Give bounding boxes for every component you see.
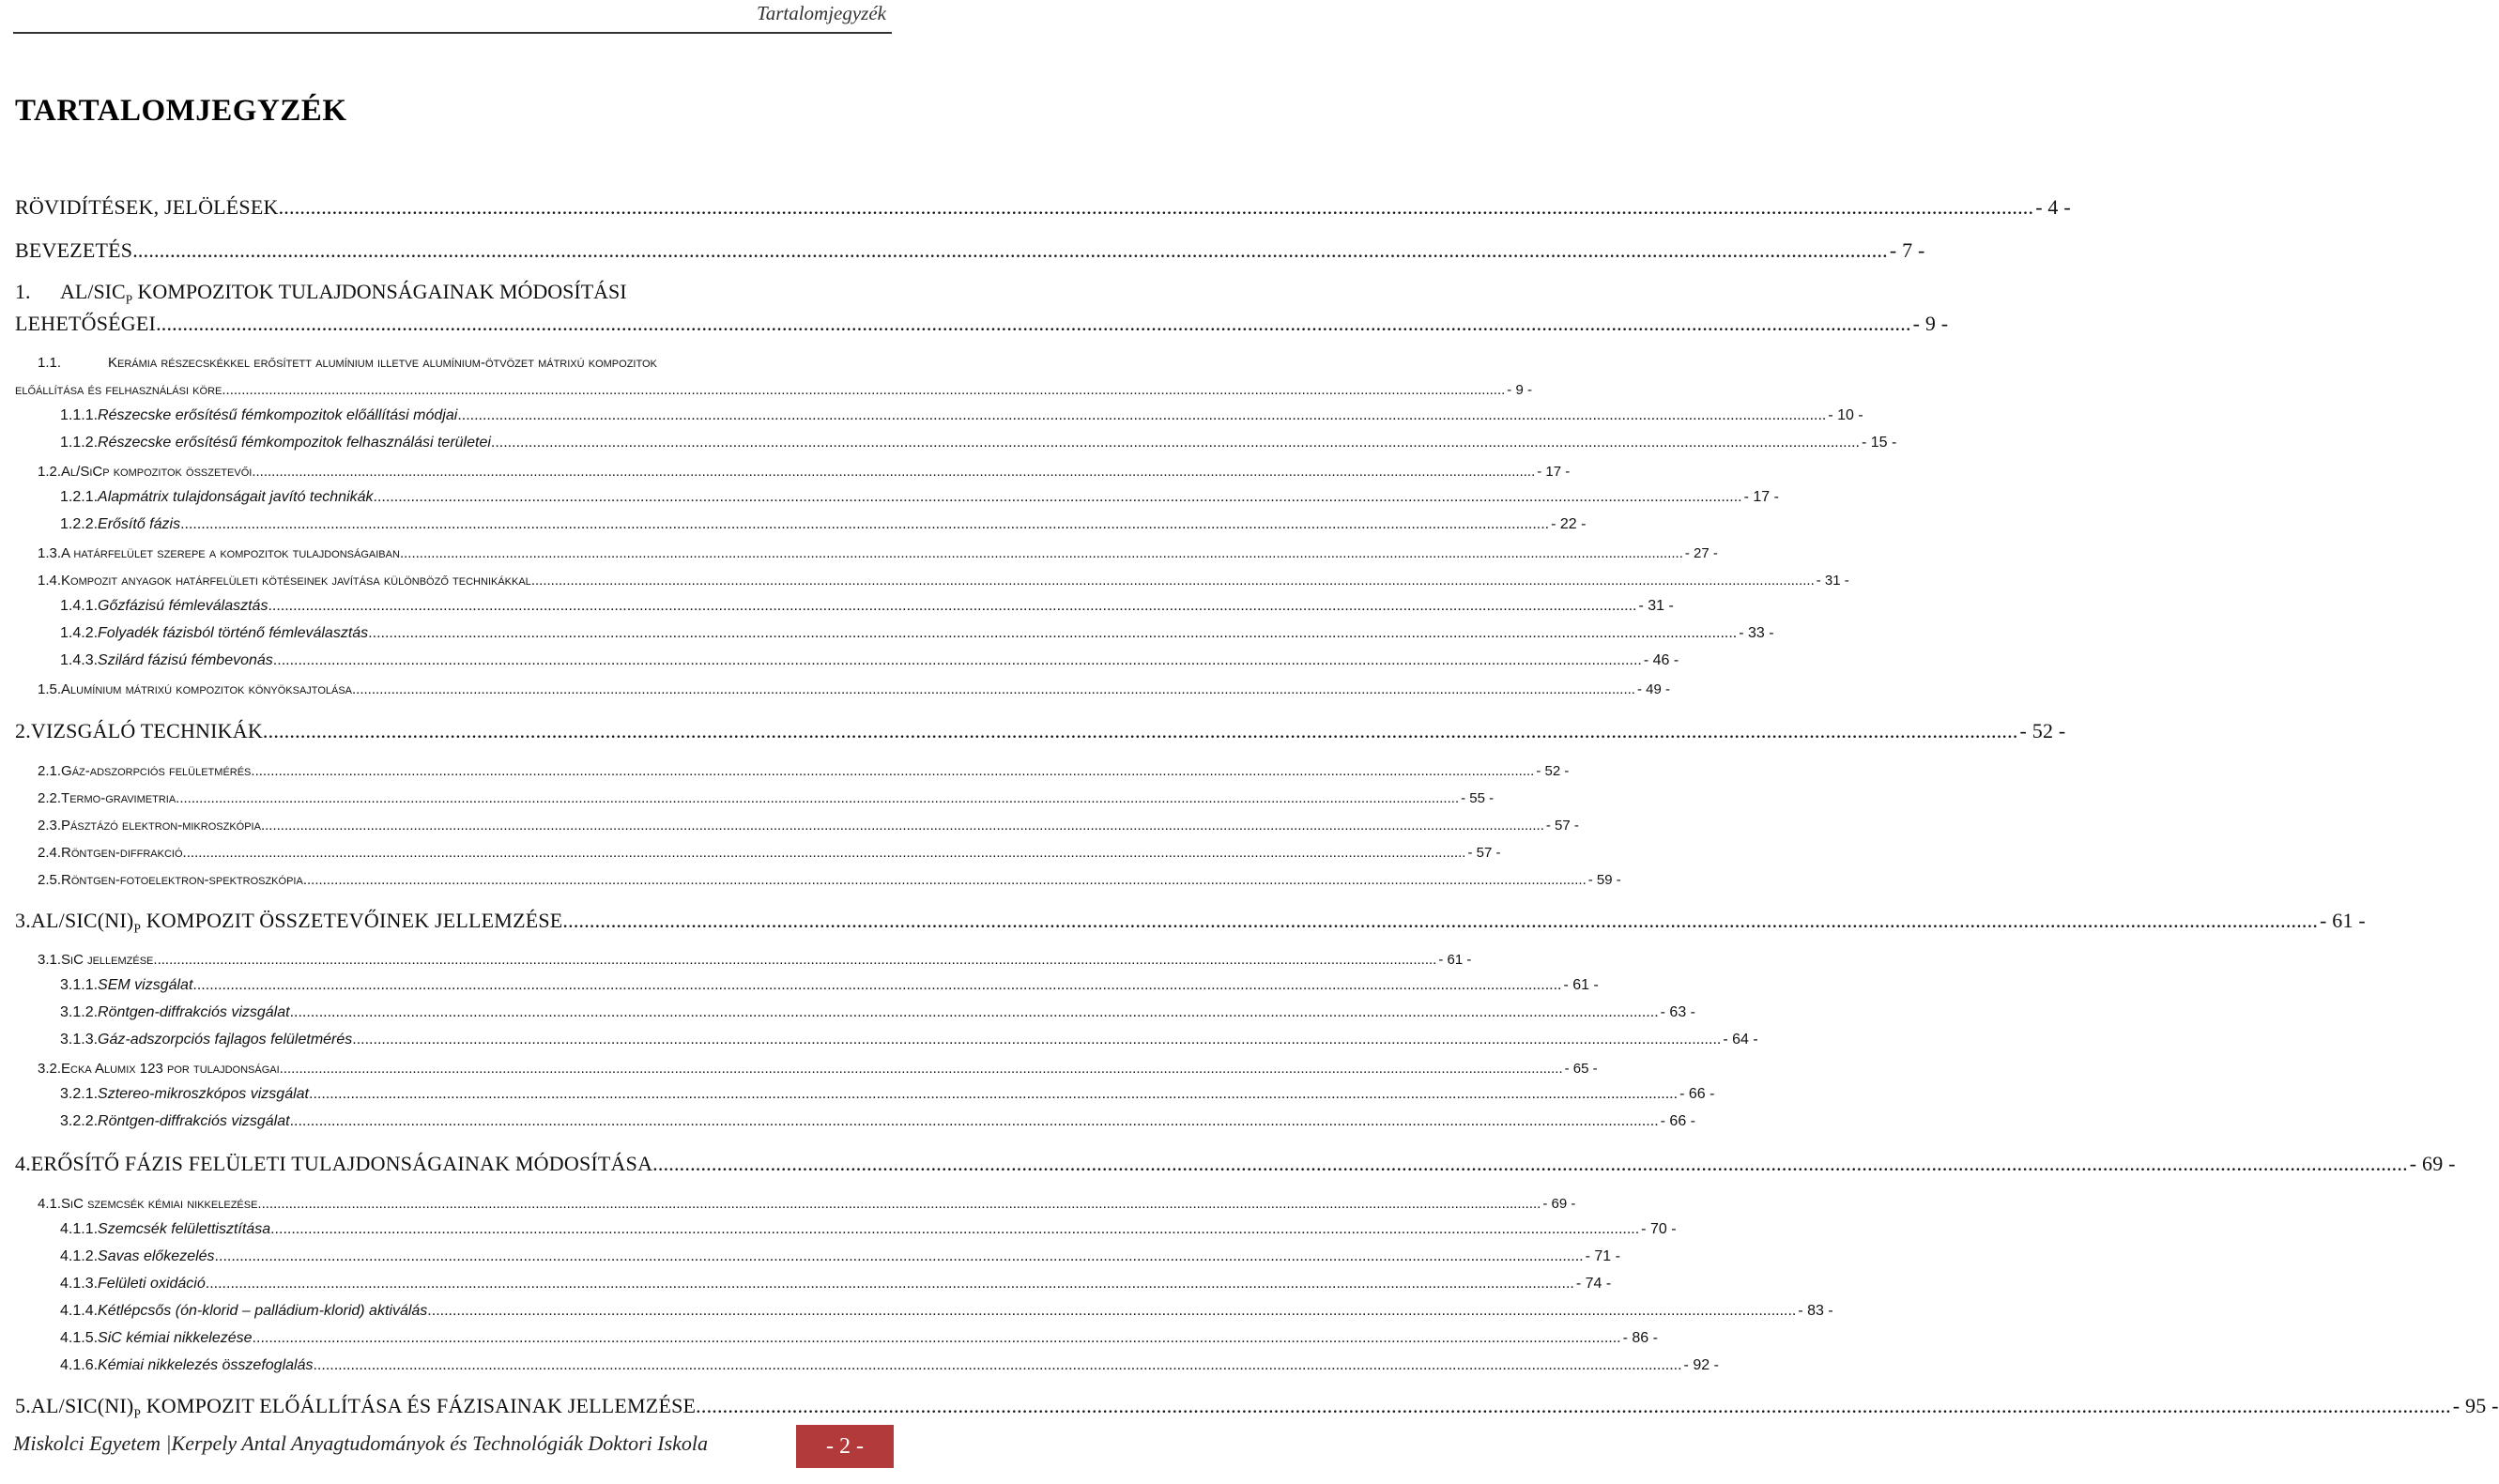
toc-entry-text: SiC szemcsék kémiai nikkelezése	[61, 1196, 258, 1212]
toc-page-number: - 61 -	[1563, 977, 1599, 993]
toc-entry-number: 3.1.3.	[60, 1032, 99, 1048]
toc-entry-text: Gőzfázisú fémleválasztás	[98, 598, 268, 614]
toc-entry-3-2[interactable]	[38, 1061, 1598, 1077]
toc-page-number: - 83 -	[1798, 1303, 1833, 1319]
toc-entry-text: A határfelület szerepe a kompozitok tulajdonságaiban	[61, 545, 400, 561]
toc-leader	[253, 1330, 1621, 1347]
toc-entry-3-1-3[interactable]	[60, 1032, 1758, 1048]
toc-entry-4[interactable]	[15, 1152, 2456, 1176]
toc-leader	[696, 1394, 2451, 1418]
toc-leader	[183, 845, 1466, 861]
toc-entry-text: ERŐSÍTŐ FÁZIS FELÜLETI TULAJDONSÁGAINAK MÓDOSÍTÁSA	[30, 1152, 653, 1175]
toc-entry-number: 4.1.	[38, 1196, 62, 1212]
toc-entry-number: 1.	[15, 280, 31, 303]
toc-entry-text-part: KOMPOZIT ELŐÁLLÍTÁSA ÉS FÁZISAINAK JELLEMZÉSE	[141, 1394, 697, 1417]
toc-entry-text: Erősítő fázis	[98, 516, 181, 532]
toc-leader	[374, 489, 1742, 506]
toc-leader	[652, 1152, 2408, 1176]
toc-leader	[176, 790, 1459, 806]
toc-leader	[290, 1004, 1659, 1021]
toc-page-number: - 27 -	[1684, 545, 1718, 561]
toc-page-number: - 17 -	[1743, 489, 1779, 505]
toc-leader	[562, 909, 2318, 933]
toc-entry-number: 4.1.2.	[60, 1248, 99, 1264]
toc-entry-text: Alumínium mátrixú kompozitok könyöksajtolása	[61, 681, 353, 697]
toc-leader	[206, 1276, 1574, 1293]
toc-entry-text	[31, 909, 563, 936]
toc-entry-text: SEM vizsgálat	[98, 977, 193, 993]
page-title: TARTALOMJEGYZÉK	[15, 94, 347, 128]
toc-leader	[251, 763, 1534, 779]
toc-entry-text: Termo-gravimetria	[61, 790, 176, 806]
toc-leader	[352, 1032, 1721, 1048]
toc-leader	[400, 545, 1683, 561]
toc-entry-text	[31, 1394, 696, 1421]
toc-entry-text-part: AL/SIC(NI)	[30, 1394, 134, 1417]
toc-entry-2-1[interactable]	[38, 763, 1570, 779]
toc-entry-4-1-5[interactable]	[60, 1330, 1658, 1347]
toc-page-number: - 95 -	[2452, 1394, 2499, 1417]
toc-page-number: - 10 -	[1828, 407, 1863, 423]
footer-page-number: - 2 -	[796, 1425, 894, 1468]
toc-entry-4-1-4[interactable]	[60, 1303, 1833, 1320]
toc-page-number: - 7 -	[1889, 238, 1925, 262]
toc-page-number: - 61 -	[2320, 909, 2366, 932]
toc-entry-number: 2.2.	[38, 790, 62, 806]
toc-page-number: - 61 -	[1438, 952, 1472, 968]
toc-leader	[153, 952, 1436, 968]
toc-page-number: - 86 -	[1622, 1330, 1658, 1346]
toc-entry-text: RÖVIDÍTÉSEK, JELÖLÉSEK	[15, 195, 279, 219]
toc-entry-text: Kompozit anyagok határfelületi kötéseinek javítása különböző technikákkal	[61, 573, 531, 589]
toc-entry-text: Sztereo-mikroszkópos vizsgálat	[98, 1086, 309, 1102]
toc-page-number: - 55 -	[1461, 790, 1495, 806]
toc-page-number: - 64 -	[1723, 1032, 1758, 1048]
toc-entry-text: Kémiai nikkelezés összefoglalás	[98, 1357, 314, 1373]
toc-page-number: - 65 -	[1564, 1061, 1598, 1077]
toc-entry-2[interactable]	[15, 719, 2066, 743]
toc-entry-3-2-2[interactable]	[60, 1113, 1695, 1130]
toc-page-number: - 31 -	[1816, 573, 1849, 589]
toc-entry-text: Röntgen-fotoelektron-spektroszkópia	[61, 872, 303, 888]
toc-entry-abbreviations[interactable]	[15, 195, 2071, 220]
toc-entry-text: AL/SIC	[60, 280, 126, 303]
toc-leader	[268, 598, 1636, 615]
toc-page-number: - 4 -	[2035, 195, 2071, 219]
toc-page-number: - 57 -	[1467, 845, 1501, 861]
toc-entry-2-5[interactable]	[38, 872, 1621, 888]
toc-entry-1-1-line1[interactable]	[38, 355, 867, 371]
toc-page-number: - 22 -	[1551, 516, 1587, 532]
toc-entry-number: 1.1.	[38, 355, 62, 371]
toc-entry-number: 3.2.2.	[60, 1113, 99, 1129]
toc-entry-number: 3.1.1.	[60, 977, 99, 993]
toc-entry-number: 3.1.	[38, 952, 62, 968]
toc-entry-introduction[interactable]	[15, 238, 1925, 263]
toc-entry-number: 2.3.	[38, 818, 62, 834]
toc-entry-text: Gáz-adszorpciós fajlagos felületmérés	[98, 1032, 353, 1048]
toc-entry-1-3[interactable]	[38, 545, 1718, 561]
toc-entry-number: 4.1.1.	[60, 1221, 99, 1237]
toc-entry-5[interactable]	[15, 1394, 2499, 1421]
header-rule	[13, 32, 892, 34]
toc-entry-text: Röntgen-diffrakciós vizsgálat	[98, 1004, 290, 1020]
toc-entry-number: 3.2.	[38, 1061, 62, 1077]
toc-leader	[252, 464, 1535, 480]
toc-entry-text: Szilárd fázisú fémbevonás	[98, 652, 273, 668]
toc-entry-text: LEHETŐSÉGEI	[15, 312, 157, 335]
toc-entry-3[interactable]	[15, 909, 2366, 936]
toc-entry-1-1-1[interactable]	[60, 407, 1863, 424]
toc-entry-number: 2.1.	[38, 763, 62, 779]
toc-page-number: - 66 -	[1679, 1086, 1715, 1102]
toc-page-number: - 57 -	[1545, 818, 1579, 834]
toc-page-number: - 70 -	[1641, 1221, 1677, 1237]
toc-entry-4-1[interactable]	[38, 1196, 1576, 1212]
toc-entry-text: Röntgen-diffrakció	[61, 845, 183, 861]
toc-entry-2-3[interactable]	[38, 818, 1579, 834]
toc-leader	[263, 719, 2018, 743]
toc-entry-number: 2.4.	[38, 845, 62, 861]
toc-entry-number: 4.	[15, 1152, 31, 1175]
toc-entry-text: Részecske erősítésű fémkompozitok felhasználási területei	[98, 435, 491, 451]
toc-entry-number: 3.1.2.	[60, 1004, 99, 1020]
toc-entry-1-2-1[interactable]	[60, 489, 1779, 506]
toc-entry-4-1-1[interactable]	[60, 1221, 1677, 1238]
toc-page-number: - 59 -	[1587, 872, 1621, 888]
toc-entry-text: Gáz-adszorpciós felületmérés	[61, 763, 252, 779]
toc-entry-number: 4.1.3.	[60, 1276, 99, 1292]
toc-entry-number: 3.	[15, 909, 31, 932]
toc-entry-1-1-2[interactable]	[60, 435, 1897, 451]
toc-entry-1-2[interactable]	[38, 464, 1571, 480]
toc-entry-number: 3.2.1.	[60, 1086, 99, 1102]
toc-leader	[290, 1113, 1659, 1130]
toc-leader	[531, 573, 1815, 589]
toc-entry-3-1[interactable]	[38, 952, 1472, 968]
toc-entry-1-line2[interactable]	[15, 312, 1949, 336]
toc-entry-1-4-3[interactable]	[60, 652, 1679, 669]
toc-entry-number: 5.	[15, 1394, 31, 1417]
toc-page-number: - 71 -	[1585, 1248, 1620, 1264]
toc-entry-number: 1.2.1.	[60, 489, 99, 505]
toc-page-number: - 46 -	[1643, 652, 1679, 668]
toc-entry-text-part: KOMPOZIT ÖSSZETEVŐINEK JELLEMZÉSE	[141, 909, 563, 932]
toc-page-number: - 74 -	[1575, 1276, 1612, 1292]
toc-page-number: - 63 -	[1660, 1004, 1695, 1020]
toc-entry-text: Felületi oxidáció	[98, 1276, 206, 1292]
toc-entry-subscript: P	[133, 921, 141, 936]
toc-page-number: - 66 -	[1660, 1113, 1695, 1129]
toc-leader	[270, 1221, 1639, 1238]
toc-leader	[491, 435, 1860, 451]
toc-page-number: - 9 -	[1507, 382, 1532, 398]
toc-entry-3-2-1[interactable]	[60, 1086, 1715, 1103]
toc-leader	[273, 652, 1642, 669]
toc-entry-text: Röntgen-diffrakciós vizsgálat	[98, 1113, 290, 1129]
toc-entry-1-line1[interactable]	[15, 280, 892, 307]
toc-page-number: - 17 -	[1537, 464, 1571, 480]
toc-page-number: - 33 -	[1739, 625, 1774, 641]
toc-entry-text: BEVEZETÉS	[15, 238, 133, 262]
toc-entry-text: Részecske erősítésű fémkompozitok előállítási módjai	[98, 407, 458, 423]
toc-leader	[261, 818, 1544, 834]
toc-leader	[257, 1196, 1541, 1212]
toc-entry-2-2[interactable]	[38, 790, 1495, 806]
toc-entry-number: 1.1.1.	[60, 407, 99, 423]
toc-leader	[222, 382, 1505, 398]
toc-entry-1-4-1[interactable]	[60, 598, 1674, 615]
toc-entry-3-1-2[interactable]	[60, 1004, 1695, 1021]
footer-institution: Miskolci Egyetem |Kerpely Antal Anyagtudományok és Technológiák Doktori Iskola	[13, 1431, 709, 1455]
toc-entry-text: Savas előkezelés	[98, 1248, 215, 1264]
toc-entry-2-4[interactable]	[38, 845, 1501, 861]
toc-leader	[192, 977, 1561, 994]
toc-entry-text: Ecka Alumix 123 por tulajdonságai	[61, 1061, 280, 1077]
toc-entry-1-2-2[interactable]	[60, 516, 1587, 533]
toc-entry-text: VIZSGÁLÓ TECHNIKÁK	[30, 719, 263, 742]
toc-entry-1-4-2[interactable]	[60, 625, 1774, 642]
toc-entry-number: 1.1.2.	[60, 435, 99, 451]
toc-entry-text: Szemcsék felülettisztítása	[98, 1221, 271, 1237]
toc-leader	[280, 1061, 1563, 1077]
toc-entry-4-1-3[interactable]	[60, 1276, 1612, 1293]
toc-leader	[352, 681, 1635, 697]
toc-entry-4-1-6[interactable]	[60, 1357, 1719, 1374]
toc-leader	[368, 625, 1737, 642]
toc-entry-text: Kétlépcsős (ón-klorid – palládium-klorid) aktiválás	[98, 1303, 428, 1319]
toc-entry-4-1-2[interactable]	[60, 1248, 1620, 1265]
toc-entry-number: 1.3.	[38, 545, 62, 561]
toc-page-number: - 31 -	[1638, 598, 1674, 614]
toc-page-number: - 9 -	[1912, 312, 1949, 335]
toc-entry-number: 1.4.2.	[60, 625, 99, 641]
toc-entry-number: 1.4.3.	[60, 652, 99, 668]
toc-entry-subscript: P	[125, 292, 133, 307]
running-head: Tartalomjegyzék	[756, 2, 886, 24]
toc-page-number: - 49 -	[1636, 681, 1670, 697]
toc-entry-text: Pásztázó elektron-mikroszkópia	[61, 818, 261, 834]
toc-entry-text: előállítása és felhasználási köre	[15, 382, 222, 398]
toc-leader	[279, 195, 2034, 220]
toc-entry-number: 4.1.4.	[60, 1303, 99, 1319]
toc-entry-text: SiC jellemzése	[61, 952, 154, 968]
toc-page-number: - 52 -	[1536, 763, 1570, 779]
toc-entry-number: 2.	[15, 719, 31, 742]
toc-entry-text: Kerámia részecskékkel erősített alumínium illetve alumínium-ötvözet mátrixú kompozitok	[108, 355, 657, 371]
toc-leader	[427, 1303, 1796, 1320]
toc-leader	[132, 238, 1888, 263]
toc-entry-number: 1.2.	[38, 464, 62, 480]
toc-leader	[303, 872, 1587, 888]
toc-entry-text: SiC kémiai nikkelezése	[98, 1330, 253, 1346]
toc-entry-text: Alapmátrix tulajdonságait javító technikák	[98, 489, 374, 505]
toc-entry-subscript: P	[133, 1406, 141, 1421]
toc-entry-3-1-1[interactable]	[60, 977, 1599, 994]
toc-entry-number: 4.1.5.	[60, 1330, 99, 1346]
toc-entry-number: 1.5.	[38, 681, 62, 697]
toc-entry-1-4[interactable]	[38, 573, 1849, 589]
toc-leader	[457, 407, 1826, 424]
toc-entry-text: KOMPOZITOK TULAJDONSÁGAINAK MÓDOSÍTÁSI	[132, 280, 627, 303]
toc-entry-text: Folyadék fázisból történő fémleválasztás	[98, 625, 369, 641]
toc-leader	[215, 1248, 1584, 1265]
toc-entry-number: 1.4.	[38, 573, 62, 589]
toc-page-number: - 15 -	[1861, 435, 1897, 451]
toc-entry-1-1-line2[interactable]	[15, 382, 1532, 398]
toc-entry-text: Al/SiCp kompozitok összetevői	[61, 464, 253, 480]
toc-page-number: - 69 -	[2409, 1152, 2456, 1175]
toc-leader	[313, 1357, 1681, 1374]
toc-entry-number: 2.5.	[38, 872, 62, 888]
toc-leader	[156, 312, 1911, 336]
toc-leader	[180, 516, 1549, 533]
toc-leader	[309, 1086, 1678, 1103]
toc-page-number: - 92 -	[1683, 1357, 1719, 1373]
toc-entry-number: 1.2.2.	[60, 516, 99, 532]
toc-page-number: - 52 -	[2019, 719, 2066, 742]
toc-entry-number: 1.4.1.	[60, 598, 99, 614]
toc-entry-1-5[interactable]	[38, 681, 1670, 697]
toc-entry-number: 4.1.6.	[60, 1357, 99, 1373]
toc-page-number: - 69 -	[1542, 1196, 1576, 1212]
toc-entry-text-part: AL/SIC(NI)	[30, 909, 134, 932]
